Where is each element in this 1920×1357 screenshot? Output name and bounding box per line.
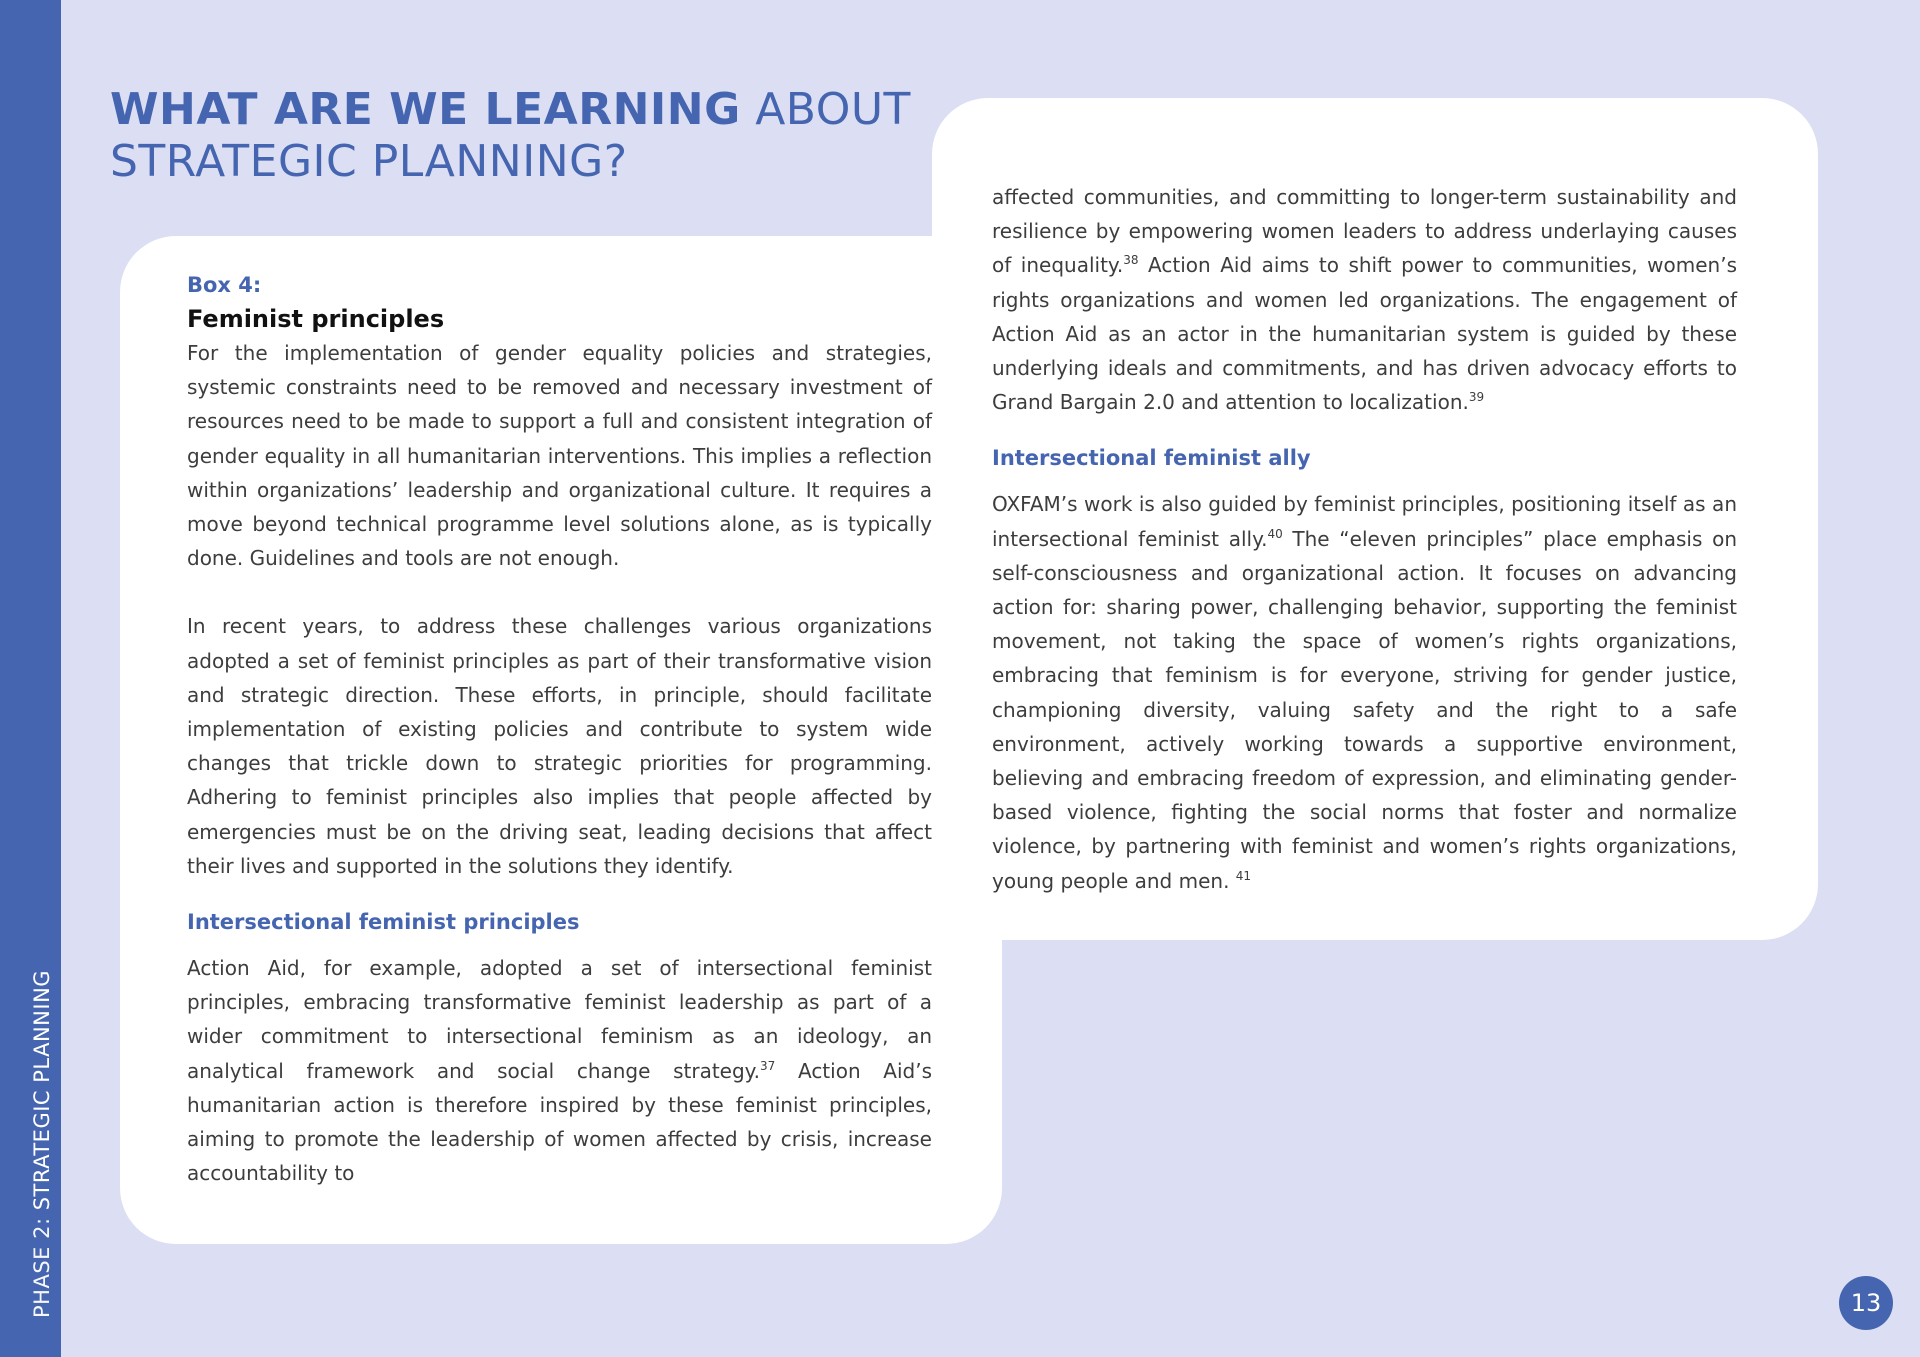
- right-column: [992, 180, 1737, 898]
- paragraph: For the implementation of gender equality policies and strategies, systemic constraints need to be removed and necessary investment of resources need to be made to support a full and consistent integration of gender equality in all humanitarian interventions. This implies a reflection within organizations’ leadership and organizational culture. It requires a move beyond technical programme level solutions alone, as is typically done. Guidelines and tools are not enough.: [187, 341, 932, 571]
- title-light-1: ABOUT: [740, 84, 911, 135]
- subheading: Intersectional feminist principles: [187, 910, 580, 935]
- section-label: [30, 970, 54, 1318]
- footnote-ref[interactable]: 38: [1123, 253, 1139, 268]
- footnote-ref[interactable]: 39: [1468, 390, 1485, 405]
- subheading: Intersectional feminist ally: [992, 446, 1311, 471]
- title-bold: WHAT ARE WE LEARNING: [110, 84, 741, 135]
- page-number: 13: [1839, 1276, 1893, 1330]
- footnote-ref[interactable]: 40: [1267, 526, 1283, 541]
- paragraph: Action Aid, for example, adopted a set of intersectional feminist principles, embracing transformative feminist leadership as part of a wider commitment to intersectional feminism as an ideology, an analytical framework and social change strategy.$^{37}$ Action Aid’s humanitarian action is therefore inspired by these feminist principles, aiming to promote the leadership of women affected by crisis, increase accountability to: [187, 956, 932, 1186]
- left-column: [187, 268, 932, 1190]
- box-title: Feminist principles: [187, 305, 445, 333]
- footnote-ref[interactable]: 37: [760, 1058, 776, 1073]
- page-title: [110, 84, 911, 188]
- phase-label: PHASE 2:: [30, 1210, 54, 1318]
- paragraph: OXFAM’s work is also guided by feminist principles, positioning itself as an intersectional feminist ally.$^{40}$ The “eleven principles” place emphasis on self-consciousness and organizational action. It focuses on advancing action for: sharing power, challenging behavior, supporting the feminist movement, not taking the space of women’s rights organizations, embracing that feminism is for everyone, striving for gender justice, championing diversity, valuing safety and the right to a safe environment, actively working towards a supportive environment, believing and embracing freedom of expression, and eliminating gender-based violence, fighting the social norms that foster and normalize violence, by partnering with feminist and women’s rights organizations, young people and men. $^{41}$: [992, 492, 1738, 893]
- box-label: Box 4:: [187, 273, 262, 297]
- paragraph: In recent years, to address these challenges various organizations adopted a set of feminist principles as part of their transformative vision and strategic direction. These efforts, in principle, should facilitate implementation of existing policies and contribute to system wide changes that trickle down to strategic priorities for programming. Adhering to feminist principles also implies that people affected by emergencies must be on the driving seat, leading decisions that affect their lives and supported in the solutions they identify.: [187, 614, 932, 878]
- footnote-ref[interactable]: 41: [1235, 868, 1252, 883]
- title-light-2: STRATEGIC PLANNING?: [110, 136, 628, 187]
- phase-name: STRATEGIC PLANNING: [30, 969, 54, 1211]
- paragraph: affected communities, and committing to longer-term sustainability and resilience by empowering women leaders to address underlaying causes of inequality.$^{38}$ Action Aid aims to shift power to communities, women’s rights organizations and women led organizations. The engagement of Action Aid as an actor in the humanitarian system is guided by these underlying ideals and commitments, and has driven advocacy efforts to Grand Bargain 2.0 and attention to localization.$^{39}$: [992, 185, 1737, 415]
